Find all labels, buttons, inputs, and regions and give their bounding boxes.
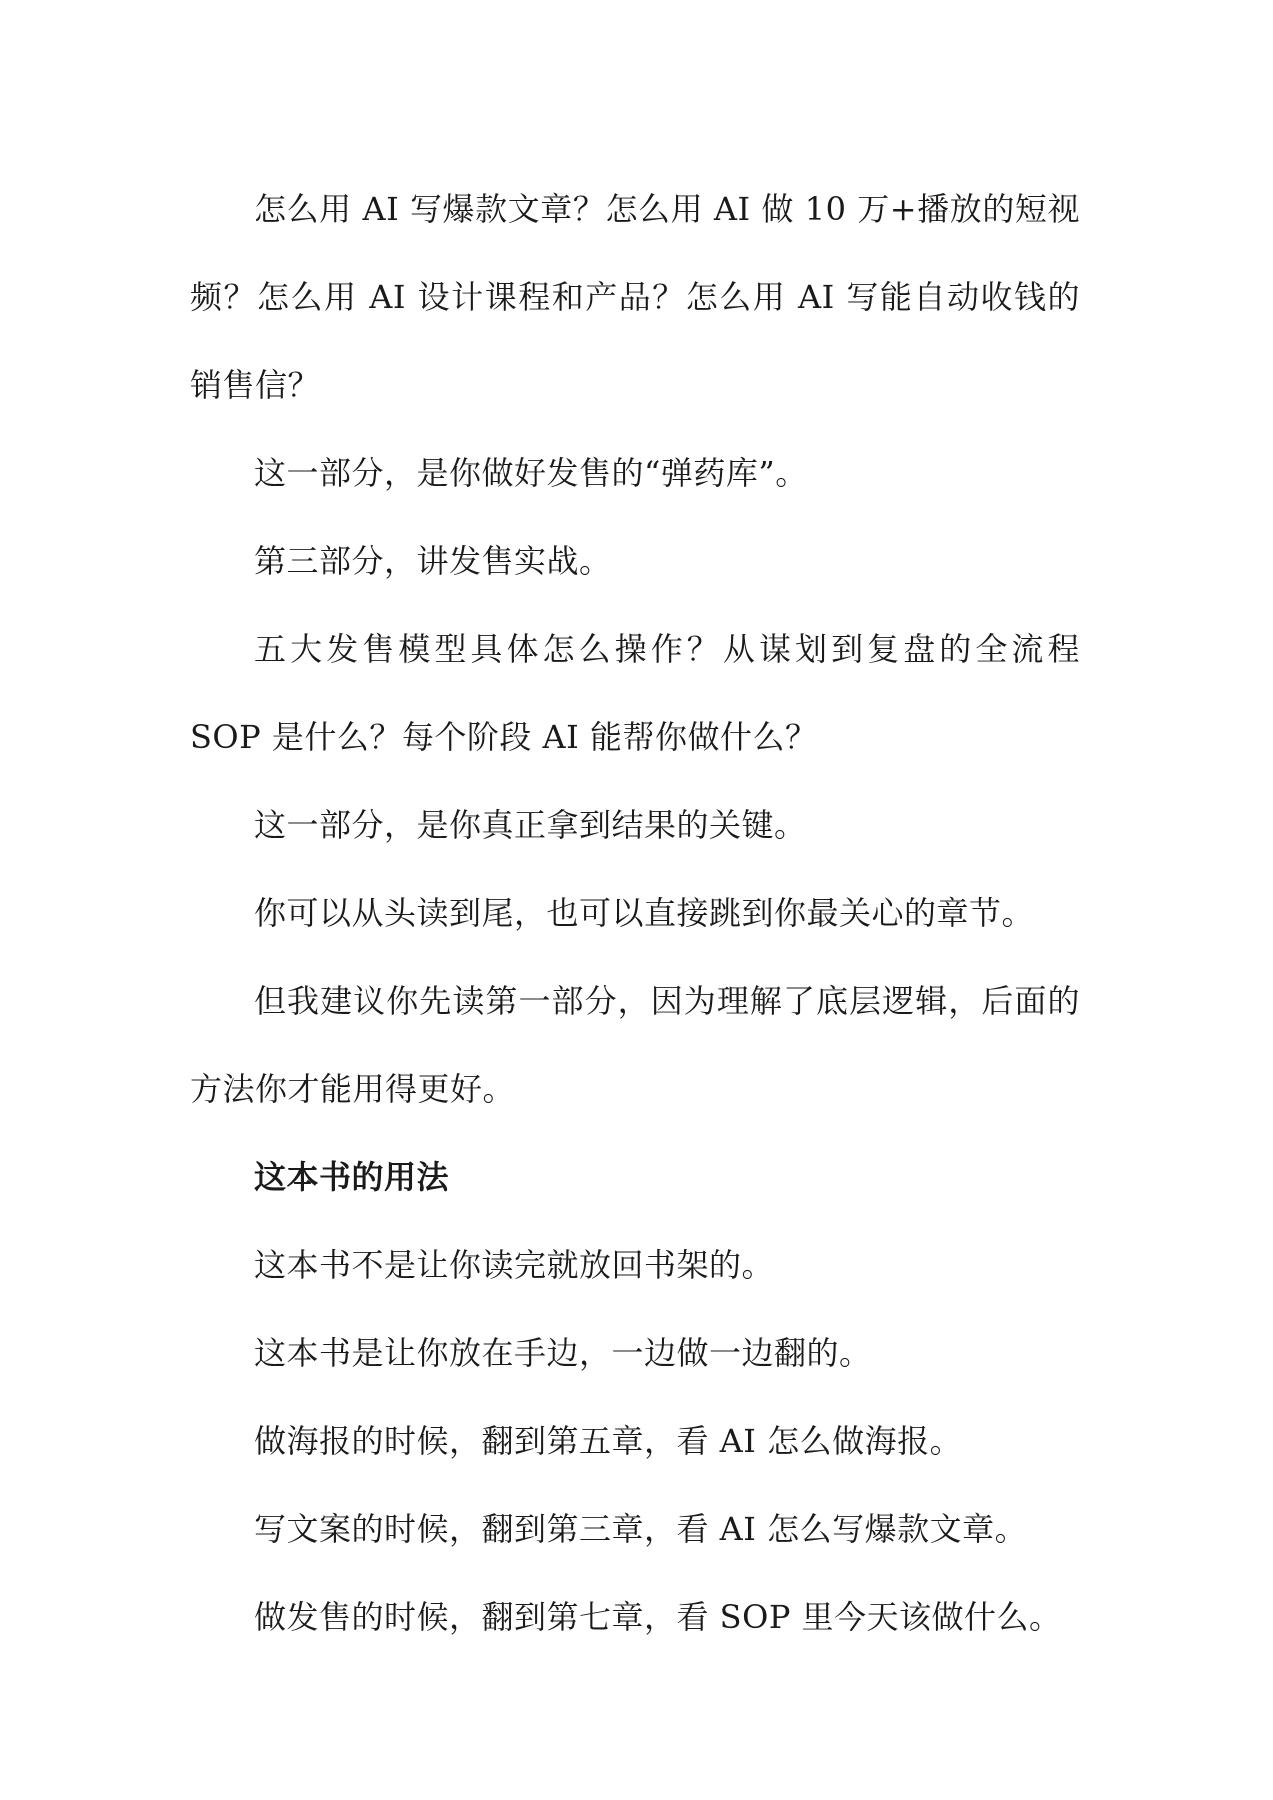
paragraph-five-models: 五大发售模型具体怎么操作？从谋划到复盘的全流程 SOP 是什么？每个阶段 AI 能帮你做什么？ <box>190 630 1080 756</box>
paragraph-not-shelf: 这本书不是让你读完就放回书架的。 <box>254 1246 775 1284</box>
paragraph-ai-questions: 怎么用 AI 写爆款文章？怎么用 AI 做 10 万+播放的短视频？怎么用 AI 设计课程和产品？怎么用 AI 写能自动收钱的销售信？ <box>190 190 1080 404</box>
section-heading-usage: 这本书的用法 <box>254 1158 450 1196</box>
paragraph-launch-tip: 做发售的时候，翻到第七章，看 SOP 里今天该做什么。 <box>254 1598 1062 1636</box>
paragraph-ammo-depot: 这一部分，是你做好发售的“弹药库”。 <box>254 454 808 492</box>
paragraph-read-order: 你可以从头读到尾，也可以直接跳到你最关心的章节。 <box>254 894 1035 932</box>
document-body <box>190 165 1080 1661</box>
paragraph-part-three: 第三部分，讲发售实战。 <box>254 542 612 580</box>
paragraph-poster-tip: 做海报的时候，翻到第五章，看 AI 怎么做海报。 <box>254 1422 963 1460</box>
paragraph-copy-tip: 写文案的时候，翻到第三章，看 AI 怎么写爆款文章。 <box>254 1510 1028 1548</box>
paragraph-key-results: 这一部分，是你真正拿到结果的关键。 <box>254 806 807 844</box>
paragraph-keep-handy: 这本书是让你放在手边，一边做一边翻的。 <box>254 1334 872 1372</box>
paragraph-suggestion: 但我建议你先读第一部分，因为理解了底层逻辑，后面的方法你才能用得更好。 <box>190 982 1080 1108</box>
